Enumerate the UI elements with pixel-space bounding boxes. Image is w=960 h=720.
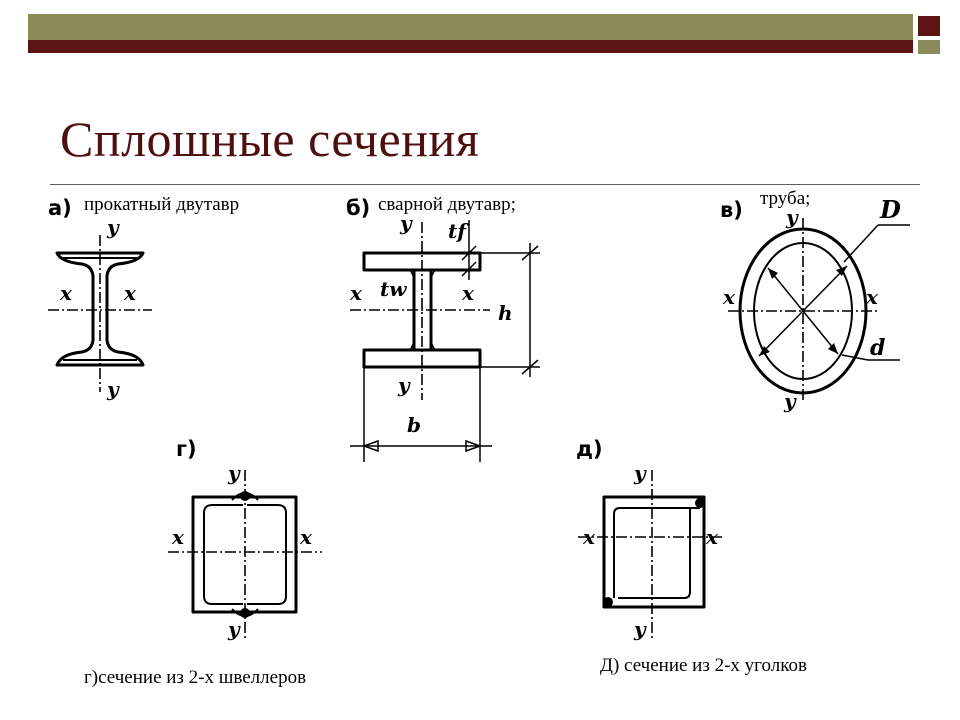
label-y-top: y [634, 461, 646, 485]
section-g-tag: г) [176, 437, 197, 461]
label-x-left: x [172, 525, 184, 549]
label-x-right: x [706, 525, 718, 549]
two-angles-section [578, 461, 722, 641]
label-width: b [407, 413, 421, 437]
section-g-caption: г)сечение из 2-х швеллеров [84, 667, 307, 688]
section-d-tag: д) [576, 437, 603, 461]
label-y-bottom: y [634, 617, 646, 641]
section-d-caption: Д) сечение из 2-х уголков [600, 655, 807, 676]
section-v-tag: в) [720, 198, 743, 222]
label-y-top: y [228, 461, 240, 485]
label-x-right: x [124, 281, 136, 305]
label-inner-diameter: d [870, 335, 886, 361]
label-web-thickness: tw [380, 277, 407, 301]
section-v-caption: труба; [760, 188, 811, 209]
label-x-left: x [723, 285, 735, 309]
section-b-tag: б) [346, 196, 371, 220]
section-b-caption: сварной двутавр; [378, 194, 516, 215]
label-x-left: x [350, 281, 362, 305]
label-y-top: y [400, 211, 412, 235]
label-y-bottom: y [228, 617, 240, 641]
section-a-tag: а) [48, 196, 72, 220]
label-y-bottom: y [398, 373, 410, 397]
label-x-left: x [60, 281, 72, 305]
welded-i-beam [349, 211, 540, 462]
label-y-top: y [786, 205, 798, 229]
label-x-right: x [462, 281, 474, 305]
label-outer-diameter: D [880, 195, 901, 224]
label-flange-thickness: tf [448, 219, 466, 243]
two-channels-section [168, 461, 322, 641]
label-y-bottom: y [784, 389, 796, 413]
label-x-right: x [300, 525, 312, 549]
label-y-top: y [107, 215, 119, 239]
rolled-i-beam [48, 215, 152, 401]
label-x-right: x [866, 285, 878, 309]
section-a-caption: прокатный двутавр [84, 194, 240, 215]
slide-title: Сплошные сечения [60, 111, 480, 167]
tube-section [722, 195, 910, 413]
label-height: h [498, 301, 513, 325]
label-x-left: x [583, 525, 595, 549]
label-y-bottom: y [107, 377, 119, 401]
